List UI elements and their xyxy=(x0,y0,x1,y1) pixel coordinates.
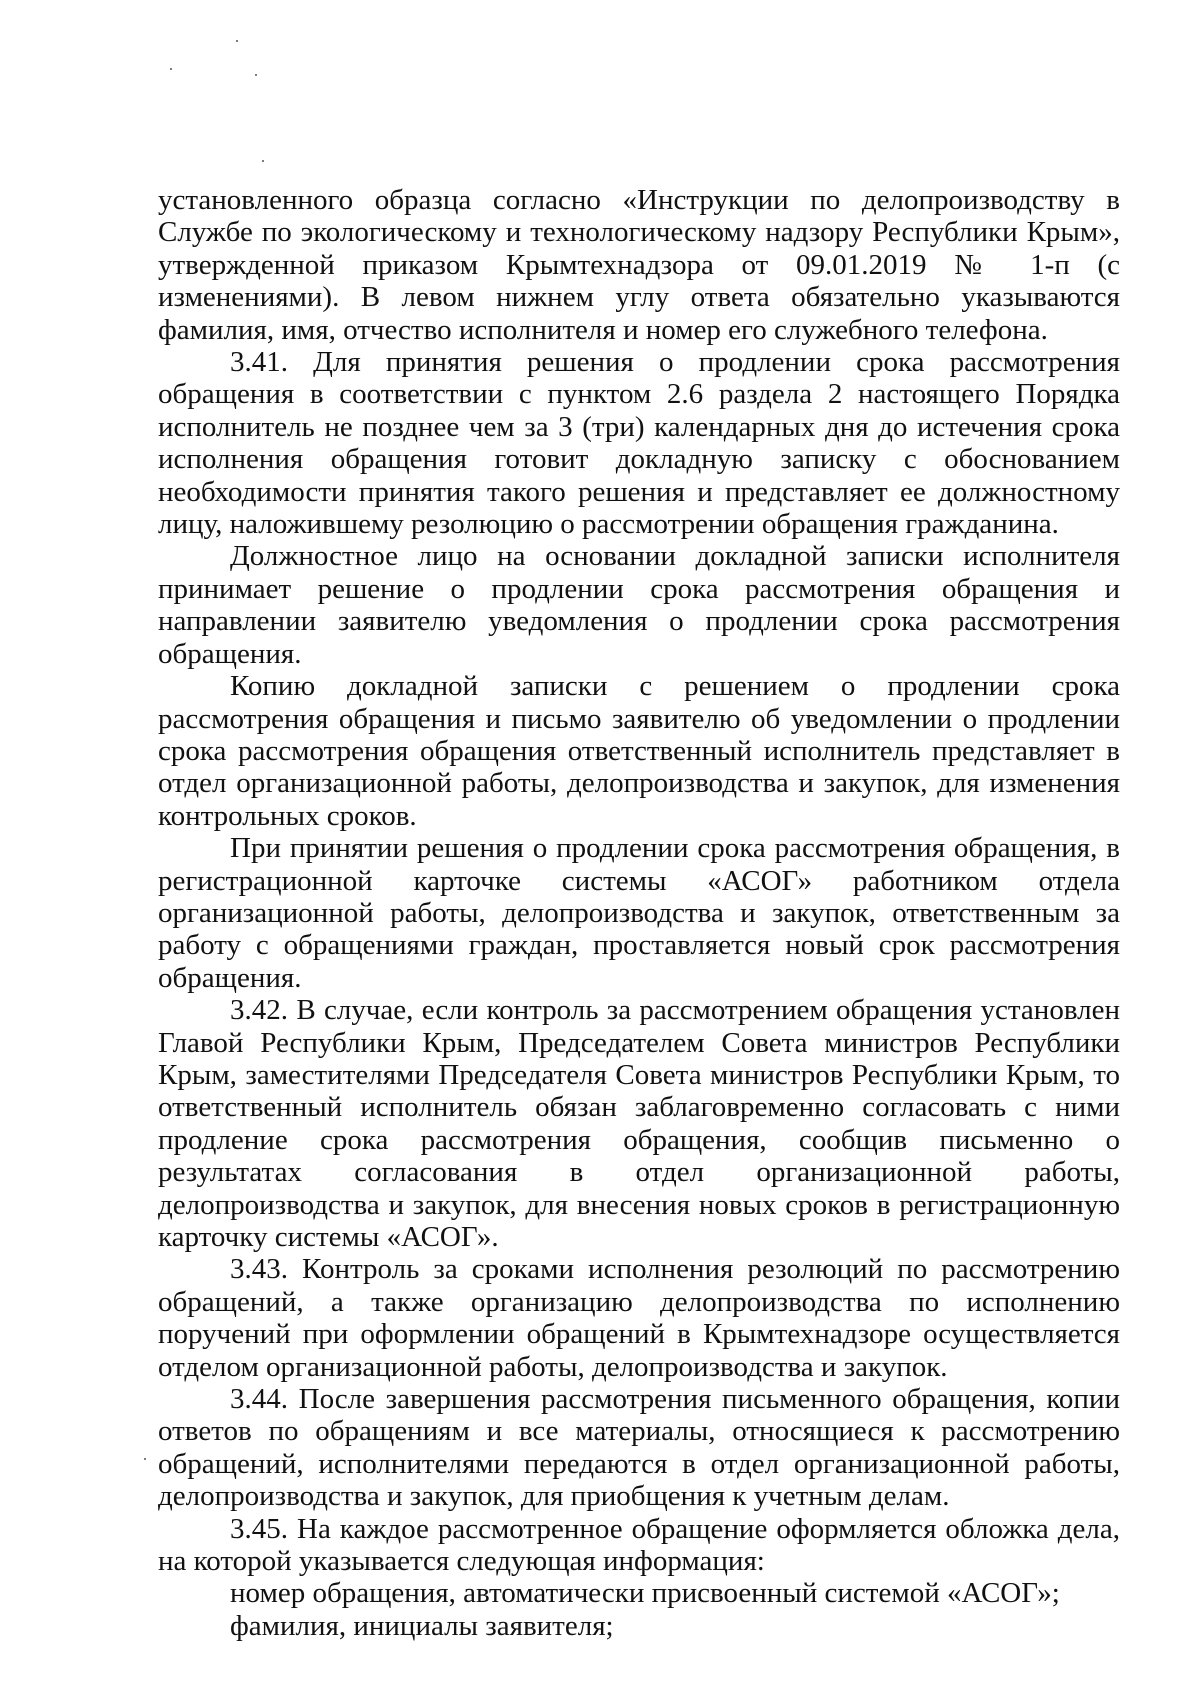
list-item-applicant-name: фамилия, инициалы заявителя; xyxy=(230,1609,614,1642)
list-item-case-number: номер обращения, автоматически присвоенный системой «АСОГ»; xyxy=(230,1577,1060,1610)
paragraph-3-41-official: Должностное лицо на основании докладной записки исполнителя принимает решение о продлении срока рассмотрения обращения и направлении заявителю уведомления о продлении срока рассмотрения обращения. xyxy=(158,540,1120,670)
scan-speck xyxy=(236,40,238,42)
paragraph-3-41: 3.41. Для принятия решения о продлении срока рассмотрения обращения в соответствии с пунктом 2.6 раздела 2 настоящего Порядка исполнитель не позднее чем за 3 (три) календарных дня до истечения срока исполнения обращения готовит докладную записку с обоснованием необходимости принятия такого решения и представляет ее должностному лицу, наложившему резолюцию о рассмотрении обращения гражданина. xyxy=(158,346,1120,541)
scan-speck xyxy=(255,74,257,76)
paragraph-3-45: 3.45. На каждое рассмотренное обращение оформляется обложка дела, на которой указывается следующая информация: xyxy=(158,1512,1120,1578)
scan-speck xyxy=(170,68,172,70)
scan-speck xyxy=(144,1458,146,1460)
document-body xyxy=(158,184,1120,1642)
paragraph-3-44: 3.44. После завершения рассмотрения письменного обращения, копии ответов по обращениям и все материалы, относящиеся к рассмотрению обращений, исполнителями передаются в отдел организационной работы, делопроизводства и закупок, для приобщения к учетным делам. xyxy=(158,1383,1120,1513)
paragraph-3-43: 3.43. Контроль за сроками исполнения резолюций по рассмотрению обращений, а также организацию делопроизводства по исполнению поручений при оформлении обращений в Крымтехнадзоре осуществляется отделом организационной работы, делопроизводства и закупок. xyxy=(158,1253,1120,1383)
paragraph-continuation: установленного образца согласно «Инструкции по делопроизводству в Службе по экологическому и технологическому надзору Республики Крым», утвержденной приказом Крымтехнадзора от 09.01.2019 № 1-п (с изменениями). В левом нижнем углу ответа обязательно указываются фамилия, имя, отчество исполнителя и номер его служебного телефона. xyxy=(158,184,1120,346)
paragraph-3-42: 3.42. В случае, если контроль за рассмотрением обращения установлен Главой Республики Крым, Председателем Совета министров Республики Крым, заместителями Председателя Совета министров Республики Крым, то ответственный исполнитель обязан заблаговременно согласовать с ними продление срока рассмотрения обращения, сообщив письменно о результатах согласования в отдел организационной работы, делопроизводства и закупок, для внесения новых сроков в регистрационную карточку системы «АСОГ». xyxy=(158,994,1120,1253)
scan-speck xyxy=(262,160,264,162)
paragraph-3-41-registration: При принятии решения о продлении срока рассмотрения обращения, в регистрационной карточке системы «АСОГ» работником отдела организационной работы, делопроизводства и закупок, ответственным за работу с обращениями граждан, проставляется новый срок рассмотрения обращения. xyxy=(158,832,1120,994)
paragraph-3-41-copy: Копию докладной записки с решением о продлении срока рассмотрения обращения и письмо заявителю об уведомлении о продлении срока рассмотрения обращения ответственный исполнитель представляет в отдел организационной работы, делопроизводства и закупок, для изменения контрольных сроков. xyxy=(158,670,1120,832)
